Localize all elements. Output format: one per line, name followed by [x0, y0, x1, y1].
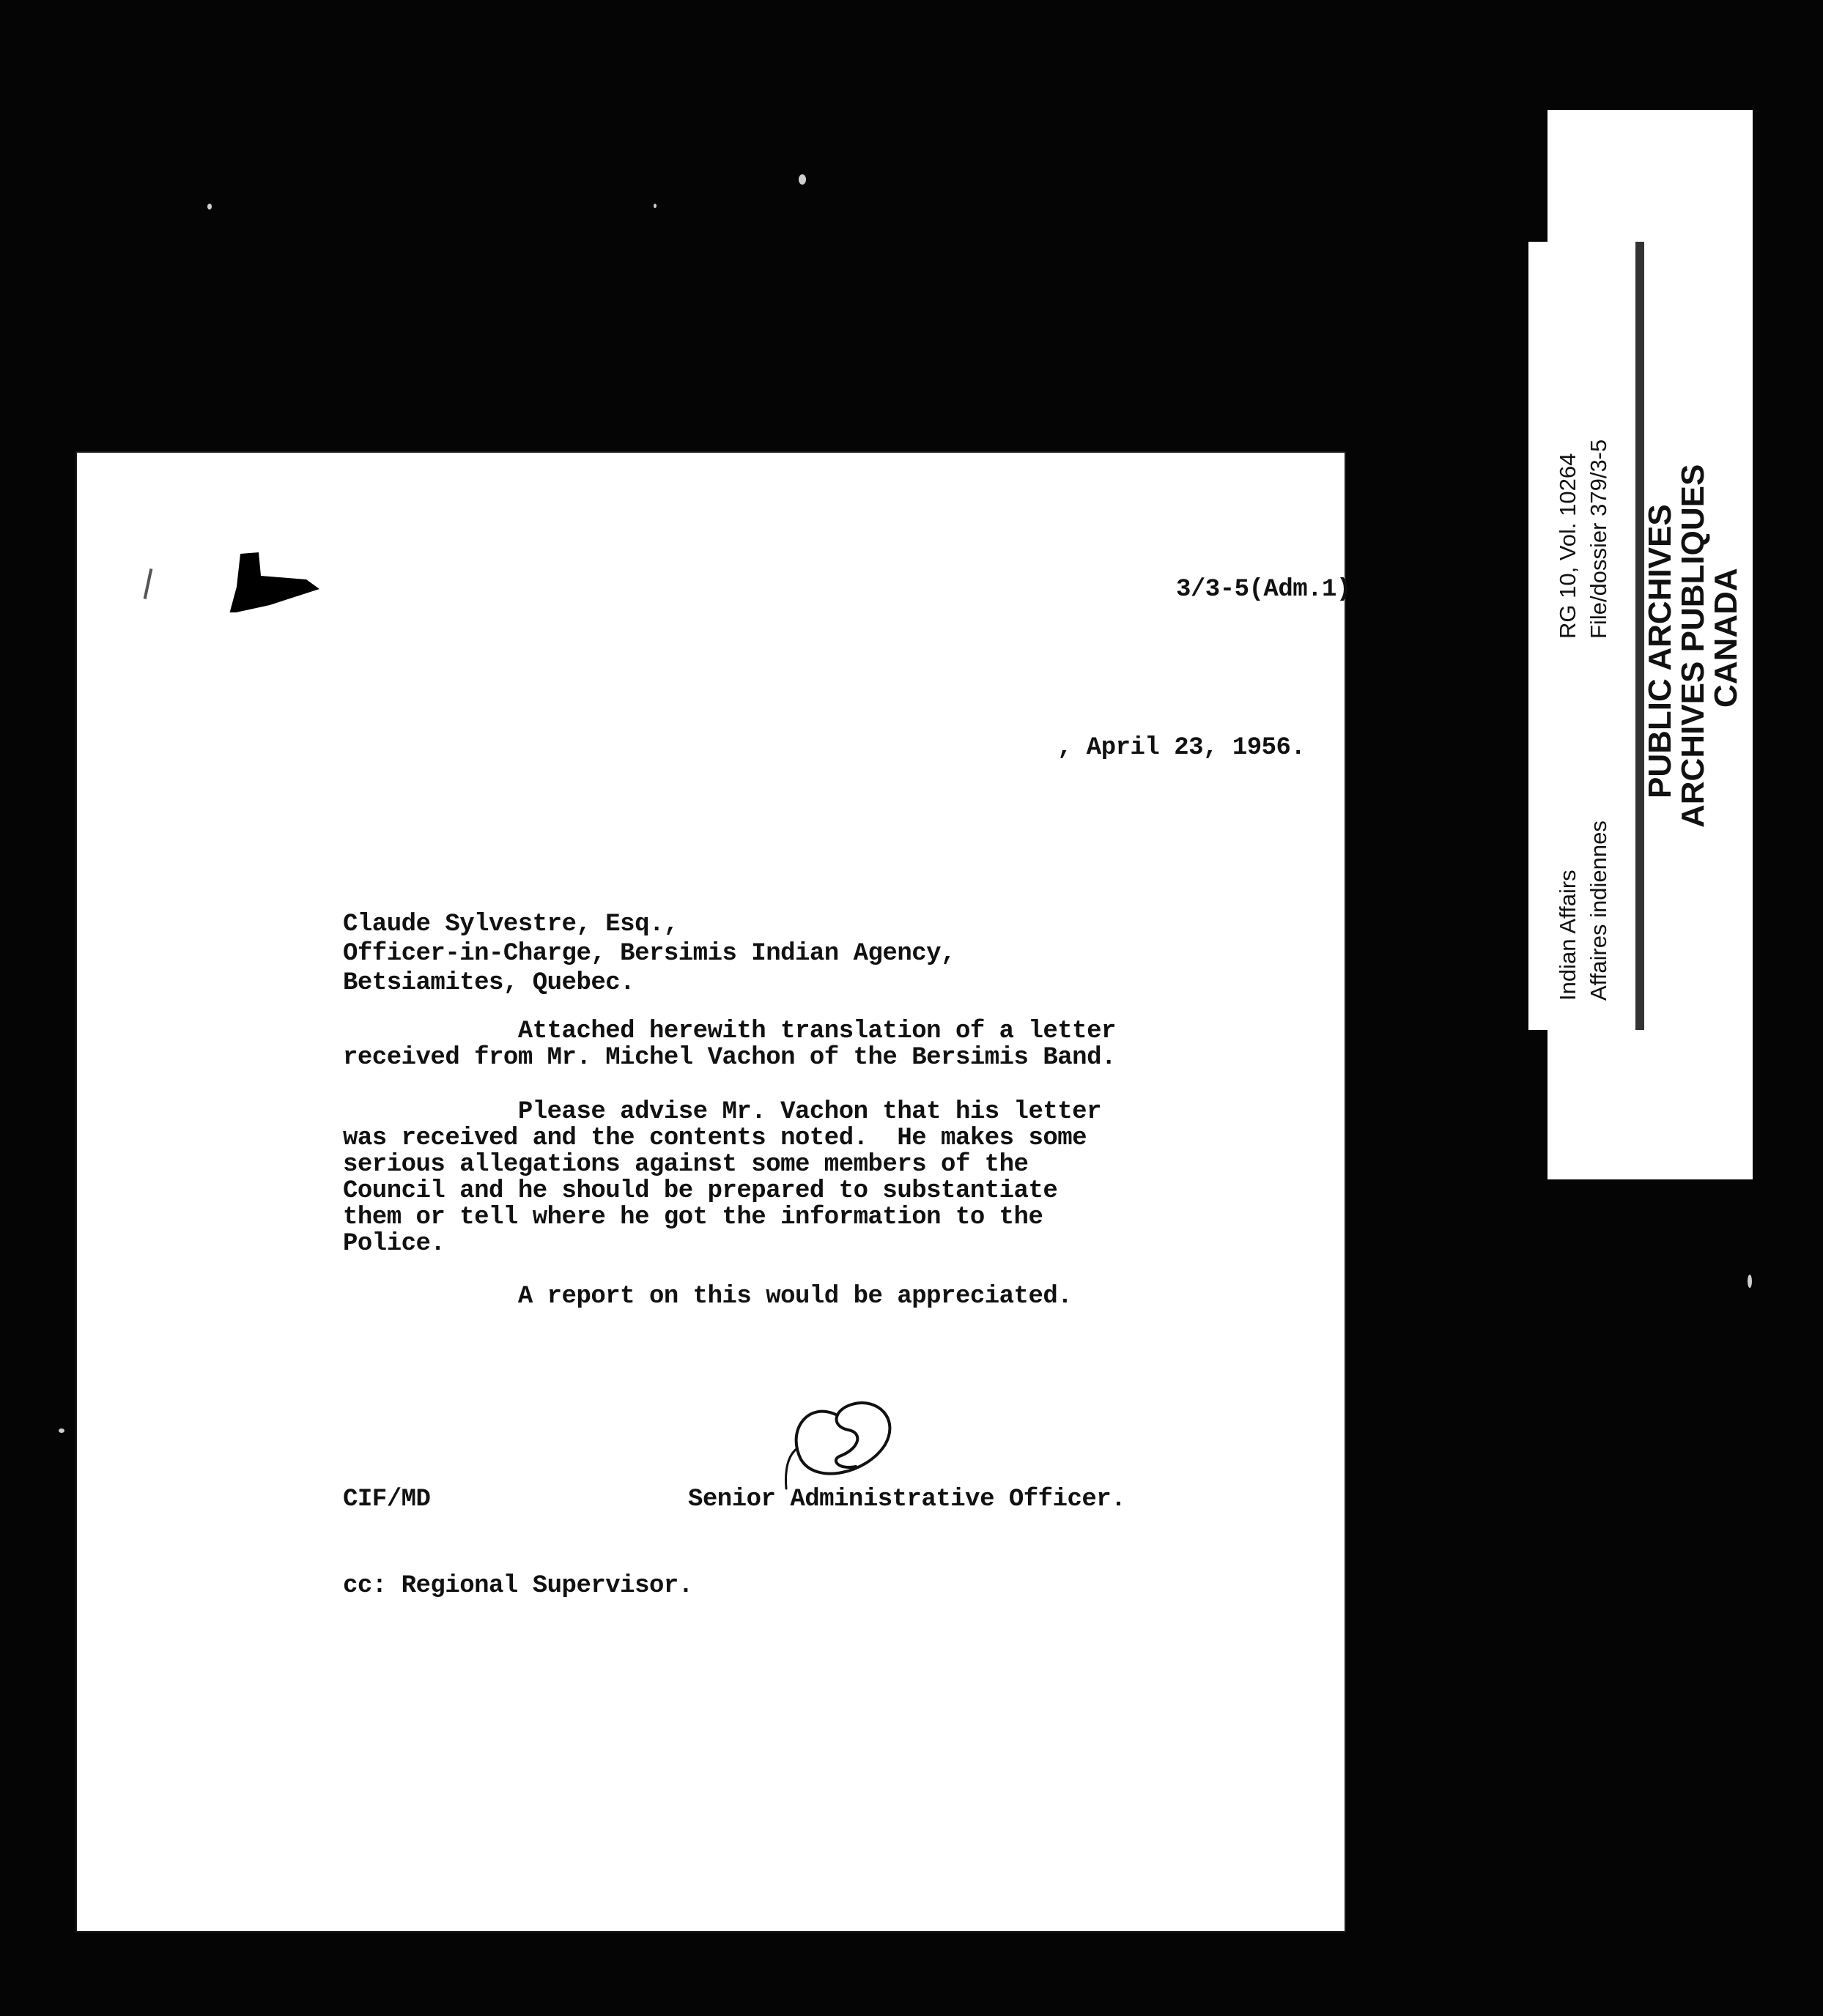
dust-speck	[207, 204, 212, 210]
paragraph-line: Please advise Mr. Vachon that his letter	[343, 1098, 1101, 1126]
paragraph-line: serious allegations against some members of the	[343, 1151, 1029, 1179]
label-file: File/dossier 379/3-5	[1586, 439, 1611, 639]
letter-date: , April 23, 1956.	[1057, 734, 1306, 762]
pencil-mark	[144, 568, 153, 599]
body-paragraph-3: A report on this would be appreciated.	[343, 1283, 1073, 1311]
signatory-title: Senior Administrative Officer.	[688, 1486, 1126, 1513]
cc-line: cc: Regional Supervisor.	[343, 1572, 693, 1600]
paragraph-line: Police.	[343, 1230, 445, 1258]
dust-speck	[59, 1428, 64, 1433]
handwritten-signature	[757, 1386, 918, 1496]
paragraph-line: was received and the contents noted. He makes some	[343, 1124, 1087, 1152]
label-country: CANADA	[1708, 568, 1744, 708]
label-volume: RG 10, Vol. 10264	[1555, 453, 1580, 639]
label-dept-fr: Affaires indiennes	[1586, 820, 1611, 1001]
dust-speck	[1748, 1275, 1752, 1288]
label-archive-fr: ARCHIVES PUBLIQUES	[1675, 464, 1711, 828]
paragraph-line: them or tell where he got the information to the	[343, 1204, 1043, 1231]
paragraph-line: received from Mr. Michel Vachon of the Bersimis Band.	[343, 1044, 1116, 1072]
dust-speck	[654, 204, 657, 208]
ink-blot	[226, 546, 321, 612]
archive-label-notch	[1547, 1040, 1637, 1179]
addressee-line: Officer-in-Charge, Bersimis Indian Agency,	[343, 940, 955, 968]
body-paragraph-1	[343, 1018, 1116, 1071]
paragraph-line: Council and he should be prepared to substantiate	[343, 1177, 1058, 1205]
dust-speck	[799, 174, 806, 185]
label-archive-en: PUBLIC ARCHIVES	[1642, 504, 1678, 798]
addressee-line: Claude Sylvestre, Esq.,	[343, 911, 678, 938]
file-reference: 3/3-5(Adm.1)	[1176, 576, 1351, 604]
typist-initials: CIF/MD	[343, 1486, 431, 1513]
addressee-block	[343, 910, 955, 998]
label-dept-en: Indian Affairs	[1555, 870, 1580, 1001]
paragraph-line: Attached herewith translation of a letter	[343, 1018, 1116, 1045]
body-paragraph-2	[343, 1099, 1101, 1257]
addressee-line: Betsiamites, Quebec.	[343, 969, 635, 997]
letter-page	[75, 451, 1351, 1932]
